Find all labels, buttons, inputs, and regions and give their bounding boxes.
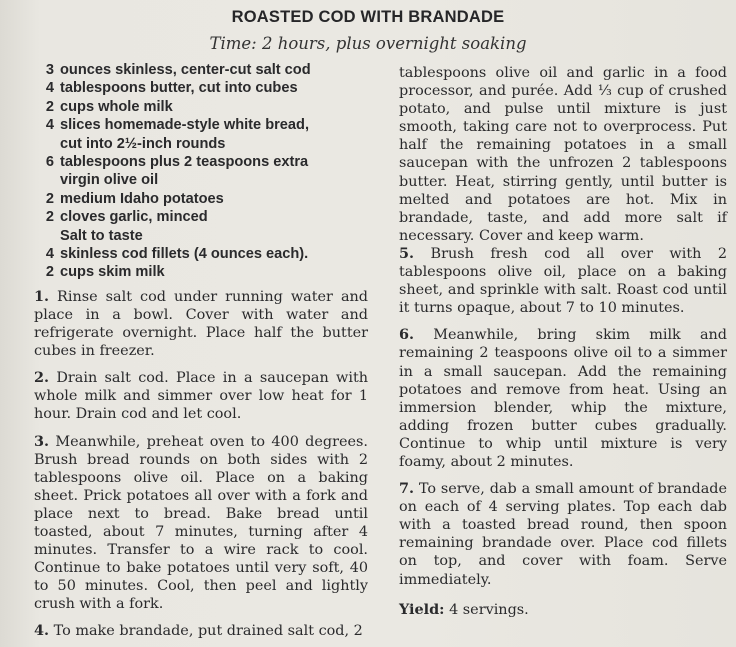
yield [399, 601, 727, 619]
ingredient-text: tablespoons butter, cut into cubes [60, 80, 298, 97]
ingredient-item [34, 245, 368, 263]
recipe-title: ROASTED COD WITH BRANDADE [231, 8, 505, 26]
ingredient-text: tablespoons plus 2 teaspoons extra [60, 154, 309, 171]
ingredient-item [34, 208, 368, 226]
ingredient-item [34, 98, 368, 116]
ingredient-text: Salt to taste [60, 227, 143, 244]
step-text: Meanwhile, bring skim milk and remaining 2 teaspoons olive oil to a simmer in a small saucepan. Add the remaining potatoes and remove from heat. Using an immersion blender, whip the mixture, adding frozen butter cubes gradually. Continue to whip until mixture is very foamy, about 2 minutes. [399, 327, 728, 470]
right-column [399, 64, 727, 619]
step-number: 7. [399, 480, 415, 498]
ingredient-item [34, 116, 368, 134]
ingredient-text: medium Idaho potatoes [60, 190, 224, 207]
step-number: 1. [34, 287, 50, 305]
ingredient-text: cups whole milk [60, 98, 173, 115]
yield-value: 4 servings. [449, 601, 529, 618]
ingredient-item [34, 190, 368, 208]
step-number: 3. [34, 432, 50, 450]
ingredient-quantity [34, 227, 60, 245]
ingredient-text: virgin olive oil [60, 172, 159, 189]
ingredient-quantity: 4 [45, 117, 54, 134]
step-text: To make brandade, put drained salt cod, 2 [53, 623, 363, 640]
ingredient-item [34, 171, 368, 189]
ingredient-item [34, 61, 368, 79]
step-text: Drain salt cod. Place in a saucepan with whole milk and simmer over low heat for 1 hour. Drain cod and let cool. [34, 370, 369, 423]
recipe-step [34, 622, 368, 640]
ingredient-quantity [34, 135, 60, 153]
ingredient-text: cups skim milk [60, 264, 165, 281]
step-number: 4. [34, 622, 50, 640]
step-number: 5. [399, 244, 415, 262]
recipe-step [399, 245, 727, 317]
recipe-step [34, 288, 368, 360]
step-number: 6. [399, 326, 415, 344]
ingredient-quantity: 3 [45, 62, 54, 78]
ingredient-quantity: 2 [45, 264, 54, 281]
ingredient-item [34, 79, 368, 97]
left-column [34, 61, 368, 641]
ingredient-quantity: 2 [45, 209, 54, 226]
ingredient-quantity: 6 [45, 154, 54, 171]
ingredient-quantity: 4 [45, 246, 54, 263]
step-text: Rinse salt cod under running water and place in a bowl. Cover with water and refrigerate overnight. Place half the butter cubes in freezer. [34, 288, 369, 360]
ingredient-quantity [34, 171, 60, 189]
recipe-step [399, 480, 727, 589]
recipe-time: Time: 2 hours, plus overnight soaking [209, 34, 527, 53]
ingredient-quantity: 2 [45, 98, 54, 115]
ingredient-text: skinless cod fillets (4 ounces each). [60, 246, 309, 263]
step-text: To serve, dab a small amount of brandade on each of 4 serving plates. Top each dab with a toasted bread round, then spoon remaining brandade over. Place cod fillets on top, and cover with foam. Serve immediately. [399, 481, 727, 588]
ingredient-quantity: 4 [45, 80, 54, 97]
yield-label: Yield: [399, 600, 445, 618]
ingredient-text: cloves garlic, minced [60, 209, 208, 226]
step-text: Meanwhile, preheat oven to 400 degrees. Brush bread rounds on both sides with 2 tablespoons olive oil. Place on a baking sheet. Prick potatoes all over with a fork and place next to bread. Bake bread until toasted, about 7 minutes, turning after 4 minutes. Transfer to a wire rack to cool. Continue to bake potatoes until very soft, 40 to 50 minutes. Cool, then peel and lightly crush with a fork. [34, 433, 368, 613]
step-text: Brush fresh cod all over with 2 tablespoons olive oil, place on a baking sheet, and sprinkle with salt. Roast cod until it turns opaque, about 7 to 10 minutes. [399, 245, 728, 317]
ingredient-text: cut into 2½-inch rounds [60, 135, 226, 152]
steps-right [399, 245, 727, 589]
ingredient-quantity: 2 [45, 190, 54, 207]
recipe-step [399, 326, 727, 471]
step-number: 2. [34, 369, 50, 387]
ingredient-text: slices homemade-style white bread, [60, 117, 309, 134]
recipe-step [34, 433, 368, 614]
ingredient-item [34, 227, 368, 245]
step-4-continued: tablespoons olive oil and garlic in a food processor, and purée. Add ⅓ cup of crushed potato, and pulse until mixture is just smooth, taking care not to overprocess. Put half the remaining potatoes in a small saucepan with the unfrozen 2 tablespoons butter. Heat, stirring gently, until butter is melted and potatoes are hot. Mix in brandade, taste, and add more salt if necessary. Cover and keep warm. [399, 65, 727, 244]
steps-left [34, 288, 368, 641]
ingredient-item [34, 263, 368, 281]
ingredient-item [34, 153, 368, 171]
recipe-step [34, 369, 368, 423]
ingredient-item [34, 135, 368, 153]
ingredient-text: ounces skinless, center-cut salt cod [60, 62, 311, 78]
ingredient-list [34, 61, 368, 282]
